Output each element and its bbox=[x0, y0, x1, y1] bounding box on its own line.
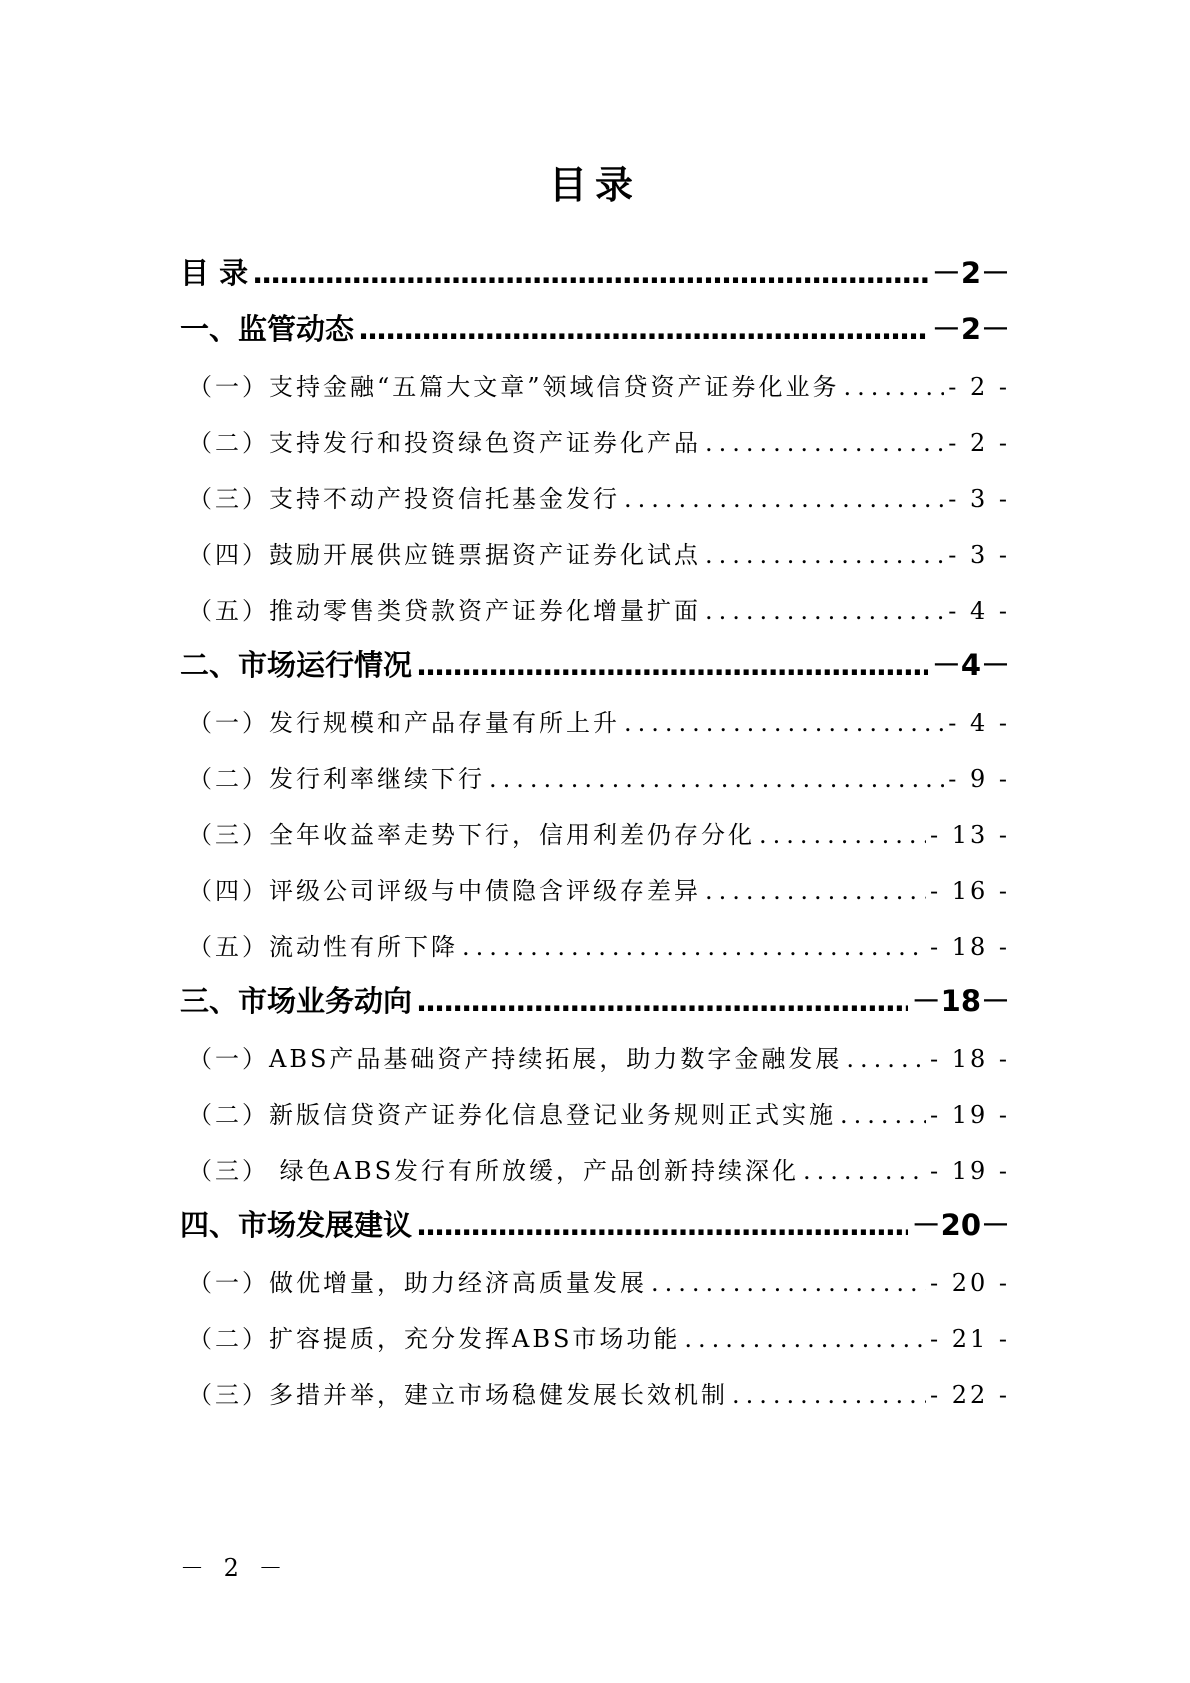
toc-entry-title: （四）鼓励开展供应链票据资产证券化试点 bbox=[188, 541, 701, 569]
toc-dot-leader bbox=[624, 481, 944, 517]
toc-entry-title: 四、市场发展建议 bbox=[180, 1208, 413, 1242]
toc-subsection-entry[interactable] bbox=[180, 909, 1010, 965]
toc-dot-leader bbox=[840, 1097, 926, 1133]
toc-entry-title: （一）发行规模和产品存量有所上升 bbox=[188, 709, 620, 737]
toc-subsection-entry[interactable] bbox=[180, 1357, 1010, 1413]
toc-dot-leader bbox=[416, 645, 928, 685]
toc-entry-page-number: - 21 - bbox=[929, 1325, 1010, 1353]
toc-dot-leader bbox=[705, 537, 944, 573]
toc-subsection-entry[interactable] bbox=[180, 1301, 1010, 1357]
toc-entry-page-number: - 19 - bbox=[929, 1101, 1010, 1129]
toc-dot-leader bbox=[651, 1265, 926, 1301]
toc-section-entry[interactable] bbox=[180, 1189, 1010, 1245]
toc-dot-leader bbox=[846, 1041, 926, 1077]
toc-entry-title: （三）支持不动产投资信托基金发行 bbox=[188, 485, 620, 513]
toc-entry-title: （一）做优增量，助力经济高质量发展 bbox=[188, 1269, 647, 1297]
toc-entry-title: （四）评级公司评级与中债隐含评级存差异 bbox=[188, 877, 701, 905]
toc-subsection-entry[interactable] bbox=[180, 1133, 1010, 1189]
toc-entry-page-number: - 19 - bbox=[929, 1157, 1010, 1185]
toc-subsection-entry[interactable] bbox=[180, 573, 1010, 629]
toc-entry-page-number: - 16 - bbox=[929, 877, 1010, 905]
toc-entry-page-number: - 9 - bbox=[948, 765, 1010, 793]
toc-entry-title: （二）新版信贷资产证券化信息登记业务规则正式实施 bbox=[188, 1101, 836, 1129]
toc-dot-leader bbox=[732, 1377, 926, 1413]
toc-entry-title: 二、市场运行情况 bbox=[180, 648, 413, 682]
toc-dot-leader bbox=[252, 253, 928, 293]
toc-entry-page-number: - 4 - bbox=[948, 709, 1010, 737]
toc-entry-page-number: - 2 - bbox=[948, 373, 1010, 401]
toc-entry-title: （一）ABS产品基础资产持续拓展，助力数字金融发展 bbox=[188, 1045, 843, 1073]
toc-entry-page-number: - 20 - bbox=[929, 1269, 1010, 1297]
toc-entry-title: 目 录 bbox=[180, 256, 249, 290]
toc-section-entry[interactable] bbox=[180, 965, 1010, 1021]
toc-dot-leader bbox=[416, 1205, 908, 1245]
toc-subsection-entry[interactable] bbox=[180, 405, 1010, 461]
toc-entry-page-number: －4－ bbox=[931, 648, 1010, 682]
footer-page-number: － 2 － bbox=[180, 1554, 289, 1582]
toc-subsection-entry[interactable] bbox=[180, 517, 1010, 573]
toc-entry-title: （三）全年收益率走势下行，信用利差仍存分化 bbox=[188, 821, 755, 849]
toc-entry-title: （五）流动性有所下降 bbox=[188, 933, 458, 961]
toc-section-entry[interactable] bbox=[180, 629, 1010, 685]
toc-entry-title: （三）多措并举，建立市场稳健发展长效机制 bbox=[188, 1381, 728, 1409]
toc-dot-leader bbox=[803, 1153, 926, 1189]
toc-entry-title: 三、市场业务动向 bbox=[180, 984, 413, 1018]
toc-entry-title: （二）扩容提质，充分发挥ABS市场功能 bbox=[188, 1325, 681, 1353]
toc-entry-title: （一）支持金融“五篇大文章”领域信贷资产证券化业务 bbox=[188, 373, 840, 401]
toc-dot-leader bbox=[416, 981, 908, 1021]
toc-dot-leader bbox=[624, 705, 944, 741]
toc-entry-page-number: - 4 - bbox=[948, 597, 1010, 625]
toc-dot-leader bbox=[489, 761, 944, 797]
toc-section-entry[interactable] bbox=[180, 293, 1010, 349]
toc-dot-leader bbox=[462, 929, 926, 965]
toc-entry-page-number: - 3 - bbox=[948, 485, 1010, 513]
toc-subsection-entry[interactable] bbox=[180, 1021, 1010, 1077]
toc-subsection-entry[interactable] bbox=[180, 797, 1010, 853]
toc-entry-page-number: - 13 - bbox=[929, 821, 1010, 849]
toc-entry-page-number: - 2 - bbox=[948, 429, 1010, 457]
toc-entry-title: 一、监管动态 bbox=[180, 312, 355, 346]
page-title: 目录 bbox=[548, 163, 641, 207]
toc-subsection-entry[interactable] bbox=[180, 461, 1010, 517]
toc-entry-page-number: －2－ bbox=[931, 312, 1010, 346]
toc-subsection-entry[interactable] bbox=[180, 1077, 1010, 1133]
toc-entry-page-number: －2－ bbox=[931, 256, 1010, 290]
toc-subsection-entry[interactable] bbox=[180, 1245, 1010, 1301]
toc-entry-page-number: - 22 - bbox=[929, 1381, 1010, 1409]
toc-entry-title: （五）推动零售类贷款资产证券化增量扩面 bbox=[188, 597, 701, 625]
table-of-contents bbox=[180, 237, 1010, 1413]
toc-dot-leader bbox=[759, 817, 926, 853]
toc-section-entry[interactable] bbox=[180, 237, 1010, 293]
toc-dot-leader bbox=[705, 873, 926, 909]
toc-entry-title: （三） 绿色ABS发行有所放缓，产品创新持续深化 bbox=[188, 1157, 800, 1185]
toc-dot-leader bbox=[844, 369, 945, 405]
toc-dot-leader bbox=[684, 1321, 926, 1357]
toc-entry-page-number: －20－ bbox=[911, 1208, 1010, 1242]
toc-dot-leader bbox=[358, 309, 928, 349]
toc-entry-page-number: －18－ bbox=[911, 984, 1010, 1018]
toc-subsection-entry[interactable] bbox=[180, 853, 1010, 909]
toc-dot-leader bbox=[705, 593, 944, 629]
toc-subsection-entry[interactable] bbox=[180, 349, 1010, 405]
toc-dot-leader bbox=[705, 425, 944, 461]
toc-subsection-entry[interactable] bbox=[180, 685, 1010, 741]
toc-entry-title: （二）支持发行和投资绿色资产证券化产品 bbox=[188, 429, 701, 457]
toc-entry-title: （二）发行利率继续下行 bbox=[188, 765, 485, 793]
toc-subsection-entry[interactable] bbox=[180, 741, 1010, 797]
toc-entry-page-number: - 3 - bbox=[948, 541, 1010, 569]
toc-entry-page-number: - 18 - bbox=[929, 1045, 1010, 1073]
toc-entry-page-number: - 18 - bbox=[929, 933, 1010, 961]
